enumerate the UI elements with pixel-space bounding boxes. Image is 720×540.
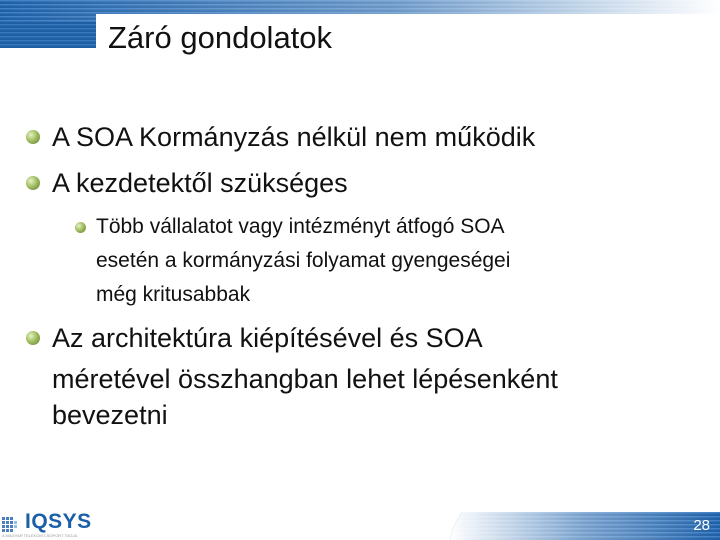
slide-title: Záró gondolatok — [108, 20, 333, 55]
bullet-3-line-2: méretével összhangban lehet lépésenként — [52, 364, 558, 394]
bullet-2a-line-1: Több vállalatot vagy intézményt átfogó SOA — [96, 215, 505, 238]
bullet-1-text: A SOA Kormányzás nélkül nem működik — [52, 122, 536, 152]
bullet-3-line-1: Az architektúra kiépítésével és SOA — [52, 323, 483, 353]
logo-icon — [2, 515, 22, 535]
page-number: 28 — [693, 517, 710, 534]
bullet-1-icon — [26, 130, 40, 144]
bullet-2a-icon — [75, 222, 86, 233]
bullet-2a-line-3: még kritusabbak — [96, 283, 251, 306]
bullet-3-icon — [26, 331, 40, 345]
footer-band — [0, 500, 720, 540]
logo-tagline: A MAGYAR TELEKOM CSOPORT TAGJA — [2, 533, 78, 538]
bullet-2a-line-2: esetén a kormányzási folyamat gyengeségei — [96, 249, 511, 272]
bullet-2-icon — [26, 176, 40, 190]
logo-name: IQSYS — [25, 510, 92, 533]
bullet-2-text: A kezdetektől szükséges — [52, 168, 348, 198]
bullet-3-line-3: bevezetni — [52, 400, 168, 430]
